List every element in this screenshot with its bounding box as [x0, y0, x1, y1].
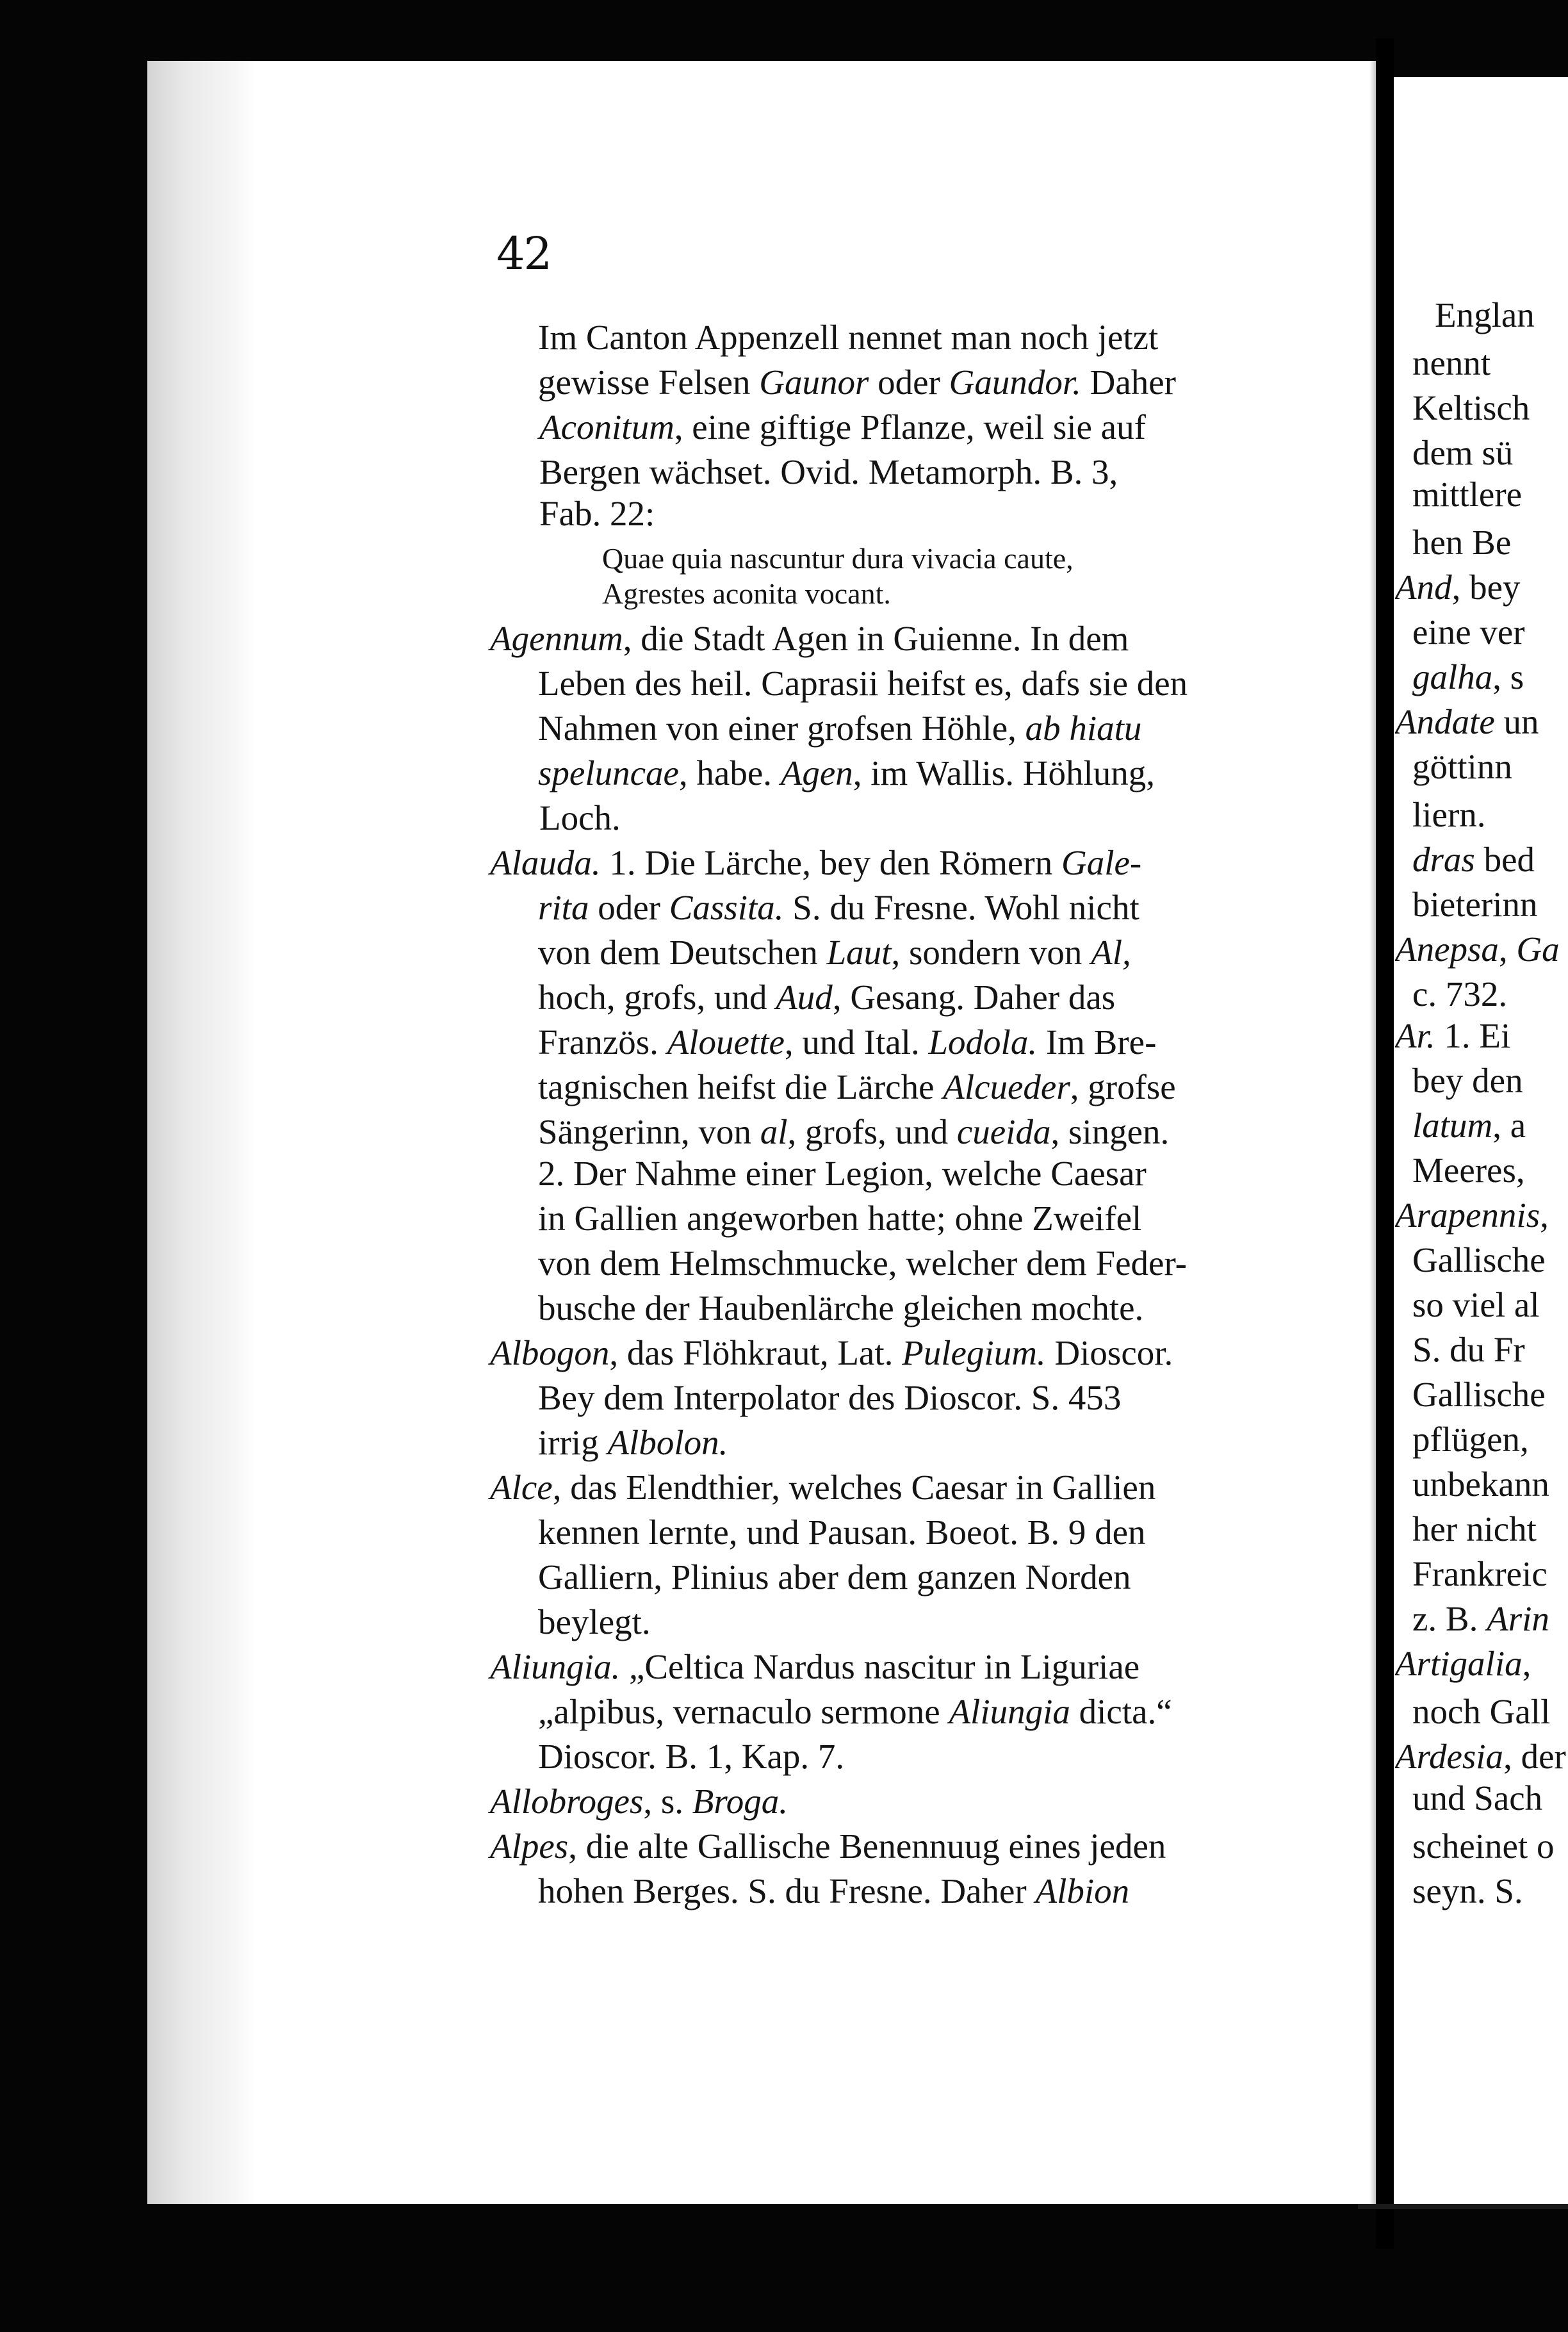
italic-term: Broga.	[692, 1782, 788, 1821]
right_column-line	[1412, 746, 1568, 787]
page-number: 42	[496, 227, 551, 280]
right_column-line	[1412, 432, 1568, 473]
italic-term: Gaundor.	[949, 363, 1081, 402]
right_column-line	[1412, 612, 1568, 653]
text-run: oder	[869, 363, 949, 402]
right_column-line	[1412, 1150, 1568, 1191]
right_column-line	[1412, 1509, 1568, 1550]
text-run: seyn. S.	[1412, 1871, 1523, 1910]
text-run: S. du Fresne. Wohl nicht	[783, 888, 1139, 927]
italic-term: Artigalia	[1395, 1644, 1523, 1683]
text-run: Dioscor. B. 1, Kap. 7.	[538, 1737, 845, 1776]
italic-term: Alcueder	[943, 1067, 1070, 1106]
right_column-line	[1412, 839, 1568, 880]
text-run: , sondern von	[891, 933, 1091, 972]
italic-term: latum	[1412, 1106, 1493, 1145]
text-run: noch Gall	[1412, 1692, 1551, 1731]
text-run: „alpibus, vernaculo sermone	[538, 1692, 949, 1731]
text-run: mittlere	[1412, 475, 1523, 514]
italic-term: Alpes	[490, 1827, 569, 1866]
text-run: von dem Deutschen	[538, 933, 827, 972]
right_column-line	[1412, 1464, 1568, 1505]
italic-term: Aliungia.	[490, 1647, 621, 1686]
text-run: Galliern, Plinius aber dem ganzen Norden	[538, 1557, 1131, 1597]
text-run: , Gesang. Daher das	[832, 978, 1116, 1017]
right_column-line	[1412, 1826, 1568, 1867]
text-run: liern.	[1412, 795, 1486, 834]
right_column-line	[1412, 1060, 1568, 1101]
text-run: tagnischen heifst die Lärche	[538, 1067, 943, 1106]
italic-term: Albolon.	[607, 1423, 728, 1462]
right_column-line	[1412, 884, 1568, 925]
right_column-line	[1395, 702, 1568, 743]
text-run: göttinn	[1412, 747, 1512, 786]
text-run: hohen Berges. S. du Fresne. Daher	[538, 1871, 1036, 1910]
right_column-line	[1412, 1285, 1568, 1326]
italic-term: Andate	[1395, 702, 1495, 741]
right_column-line	[1412, 657, 1568, 698]
text-run: , und Ital.	[784, 1022, 929, 1062]
text-run: Frankreic	[1412, 1554, 1548, 1593]
italic-term: Arapennis	[1395, 1195, 1540, 1235]
text-run: 1. Ei	[1435, 1016, 1511, 1055]
italic-term: Gaunor	[759, 363, 869, 402]
italic-term: Al,	[1091, 933, 1131, 972]
text-run: unbekann	[1412, 1465, 1549, 1504]
italic-term: Alouette	[667, 1022, 785, 1062]
text-run: pflügen,	[1412, 1420, 1529, 1459]
text-run: Quae quia nascuntur dura vivacia caute,	[602, 542, 1074, 575]
text-run: Loch.	[539, 798, 621, 837]
text-run: Englan	[1435, 295, 1535, 334]
text-run: Im Bre-	[1037, 1022, 1157, 1062]
italic-term: And	[1395, 568, 1452, 607]
italic-term: Alce	[490, 1468, 553, 1507]
italic-term: Ar.	[1395, 1016, 1435, 1055]
text-run: scheinet o	[1412, 1827, 1555, 1866]
right_column-line	[1412, 474, 1568, 515]
text-run: bed	[1474, 840, 1535, 879]
italic-term: Arin	[1487, 1599, 1549, 1638]
italic-term: Gale-	[1061, 843, 1142, 882]
right_column-line	[1395, 567, 1568, 608]
right_column-line	[1412, 1598, 1568, 1639]
text-run: her nicht	[1412, 1509, 1537, 1548]
text-run: von dem Helmschmucke, welcher dem Feder-	[538, 1244, 1187, 1283]
text-run: , habe.	[678, 753, 781, 792]
right_column-line	[1435, 295, 1568, 336]
text-run: Gallische	[1412, 1375, 1546, 1414]
text-run: Agrestes aconita vocant.	[602, 577, 891, 610]
text-run: bieterinn	[1412, 885, 1538, 924]
text-run: dem sü	[1412, 433, 1514, 472]
italic-term: Anepsa	[1395, 930, 1499, 969]
italic-term: galha	[1412, 657, 1493, 696]
italic-term: Albion	[1035, 1871, 1130, 1910]
italic-term: al	[760, 1112, 788, 1151]
text-run: Bergen wächset. Ovid. Metamorph. B. 3,	[539, 452, 1118, 491]
italic-term: dras	[1412, 840, 1475, 879]
italic-term: ab hiatu	[1025, 709, 1142, 748]
right_column-line	[1395, 1015, 1568, 1056]
text-run: , der	[1503, 1737, 1566, 1776]
text-run: , das Elendthier, welches Caesar in Gallien	[552, 1468, 1156, 1507]
right_column-line	[1412, 522, 1568, 563]
right_column-line	[1412, 1871, 1568, 1912]
text-run: busche der Haubenlärche gleichen mochte.	[538, 1288, 1144, 1327]
text-run: in Gallien angeworben hatte; ohne Zweifel	[538, 1199, 1142, 1238]
text-run: 1. Die Lärche, bey den Römern	[600, 843, 1061, 882]
right_column-line	[1395, 1736, 1568, 1777]
text-run: hoch, grofs, und	[538, 978, 776, 1017]
text-run: Dioscor.	[1045, 1333, 1173, 1372]
text-run: Nahmen von einer grofsen Höhle,	[538, 709, 1025, 748]
italic-term: speluncae	[538, 753, 679, 792]
italic-term: cueida	[956, 1112, 1051, 1151]
right_column-line	[1412, 794, 1568, 835]
text-run: Meeres,	[1412, 1151, 1525, 1190]
text-run: , die Stadt Agen in Guienne. In dem	[623, 619, 1129, 658]
text-run: Gallische	[1412, 1240, 1546, 1279]
right_column-line	[1412, 1554, 1568, 1595]
text-run: ,	[1540, 1195, 1549, 1235]
italic-term: Lodola.	[928, 1022, 1038, 1062]
text-run: , bey	[1451, 568, 1521, 607]
text-run: , singen.	[1050, 1112, 1170, 1151]
text-run: Bey dem Interpolator des Dioscor. S. 453	[538, 1378, 1122, 1417]
text-run: gewisse Felsen	[538, 363, 760, 402]
italic-term: Agennum	[490, 619, 623, 658]
italic-term: Ga	[1516, 930, 1560, 969]
text-run: Im Canton Appenzell nennet man noch jetzt	[538, 318, 1159, 357]
right_column-line	[1412, 1329, 1568, 1370]
text-run: ,	[1498, 930, 1517, 969]
italic-term: Pulegium.	[902, 1333, 1046, 1372]
text-run: oder	[589, 888, 669, 927]
text-run: , die alte Gallische Benennuug eines jeden	[568, 1827, 1166, 1866]
italic-term: Agen	[780, 753, 853, 792]
text-run: nennt	[1412, 343, 1491, 382]
right_column-line	[1412, 1778, 1568, 1819]
right_column-line	[1412, 1240, 1568, 1281]
right_column-line	[1395, 1643, 1568, 1684]
right_column-line	[1412, 343, 1568, 384]
text-run: , grofs, und	[787, 1112, 957, 1151]
text-run: , grofse	[1070, 1067, 1176, 1106]
italic-term: Alauda.	[490, 843, 601, 882]
text-run: Daher	[1081, 363, 1176, 402]
text-run: , a	[1492, 1106, 1526, 1145]
italic-term: Albogon	[490, 1333, 610, 1372]
right_column-line	[1395, 929, 1568, 970]
text-run: und Sach	[1412, 1778, 1543, 1818]
text-run: , s	[1492, 657, 1524, 696]
right_column-line	[1412, 1419, 1568, 1460]
right_column-line	[1395, 1195, 1568, 1236]
text-run: eine ver	[1412, 612, 1525, 652]
italic-term: Aliungia	[949, 1692, 1070, 1731]
text-run: Französ.	[538, 1022, 667, 1062]
italic-term: Aconitum	[539, 407, 674, 447]
text-run: bey den	[1412, 1061, 1523, 1100]
text-run: , s.	[643, 1782, 692, 1821]
text-run: , im Wallis. Höhlung,	[853, 753, 1155, 792]
italic-term: rita	[538, 888, 589, 927]
text-run: c. 732.	[1412, 974, 1508, 1014]
text-run: beylegt.	[538, 1602, 651, 1641]
italic-term: Ardesia	[1395, 1737, 1504, 1776]
italic-term: Laut	[826, 933, 892, 972]
right_column-line	[1412, 388, 1568, 429]
right_column-line	[1412, 1691, 1568, 1732]
right_column-line	[1412, 974, 1568, 1015]
text-run: S. du Fr	[1412, 1330, 1525, 1369]
text-run: Fab. 22:	[539, 494, 655, 533]
text-run: hen Be	[1412, 523, 1512, 562]
text-run: , eine giftige Pflanze, weil sie auf	[674, 407, 1146, 447]
italic-term: Cassita.	[669, 888, 784, 927]
text-run: Leben des heil. Caprasii heifst es, dafs sie den	[538, 664, 1188, 703]
text-run: Keltisch	[1412, 388, 1530, 427]
text-run: „Celtica Nardus nascitur in Liguriae	[620, 1647, 1140, 1686]
text-run: kennen lernte, und Pausan. Boeot. B. 9 den	[538, 1513, 1146, 1552]
text-run: z. B.	[1412, 1599, 1487, 1638]
right_column-line	[1412, 1105, 1568, 1146]
text-run: Sängerinn, von	[538, 1112, 760, 1151]
text-run: irrig	[538, 1423, 608, 1462]
text-run: , das Flöhkraut, Lat.	[609, 1333, 902, 1372]
text-run: un	[1494, 702, 1539, 741]
italic-term: Allobroges	[490, 1782, 644, 1821]
text-run: so viel al	[1412, 1285, 1540, 1324]
text-run: ,	[1522, 1644, 1531, 1683]
italic-term: Aud	[776, 978, 833, 1017]
right_column-line	[1412, 1374, 1568, 1415]
text-run: dicta.“	[1070, 1692, 1172, 1731]
text-run: 2. Der Nahme einer Legion, welche Caesar	[538, 1154, 1147, 1193]
